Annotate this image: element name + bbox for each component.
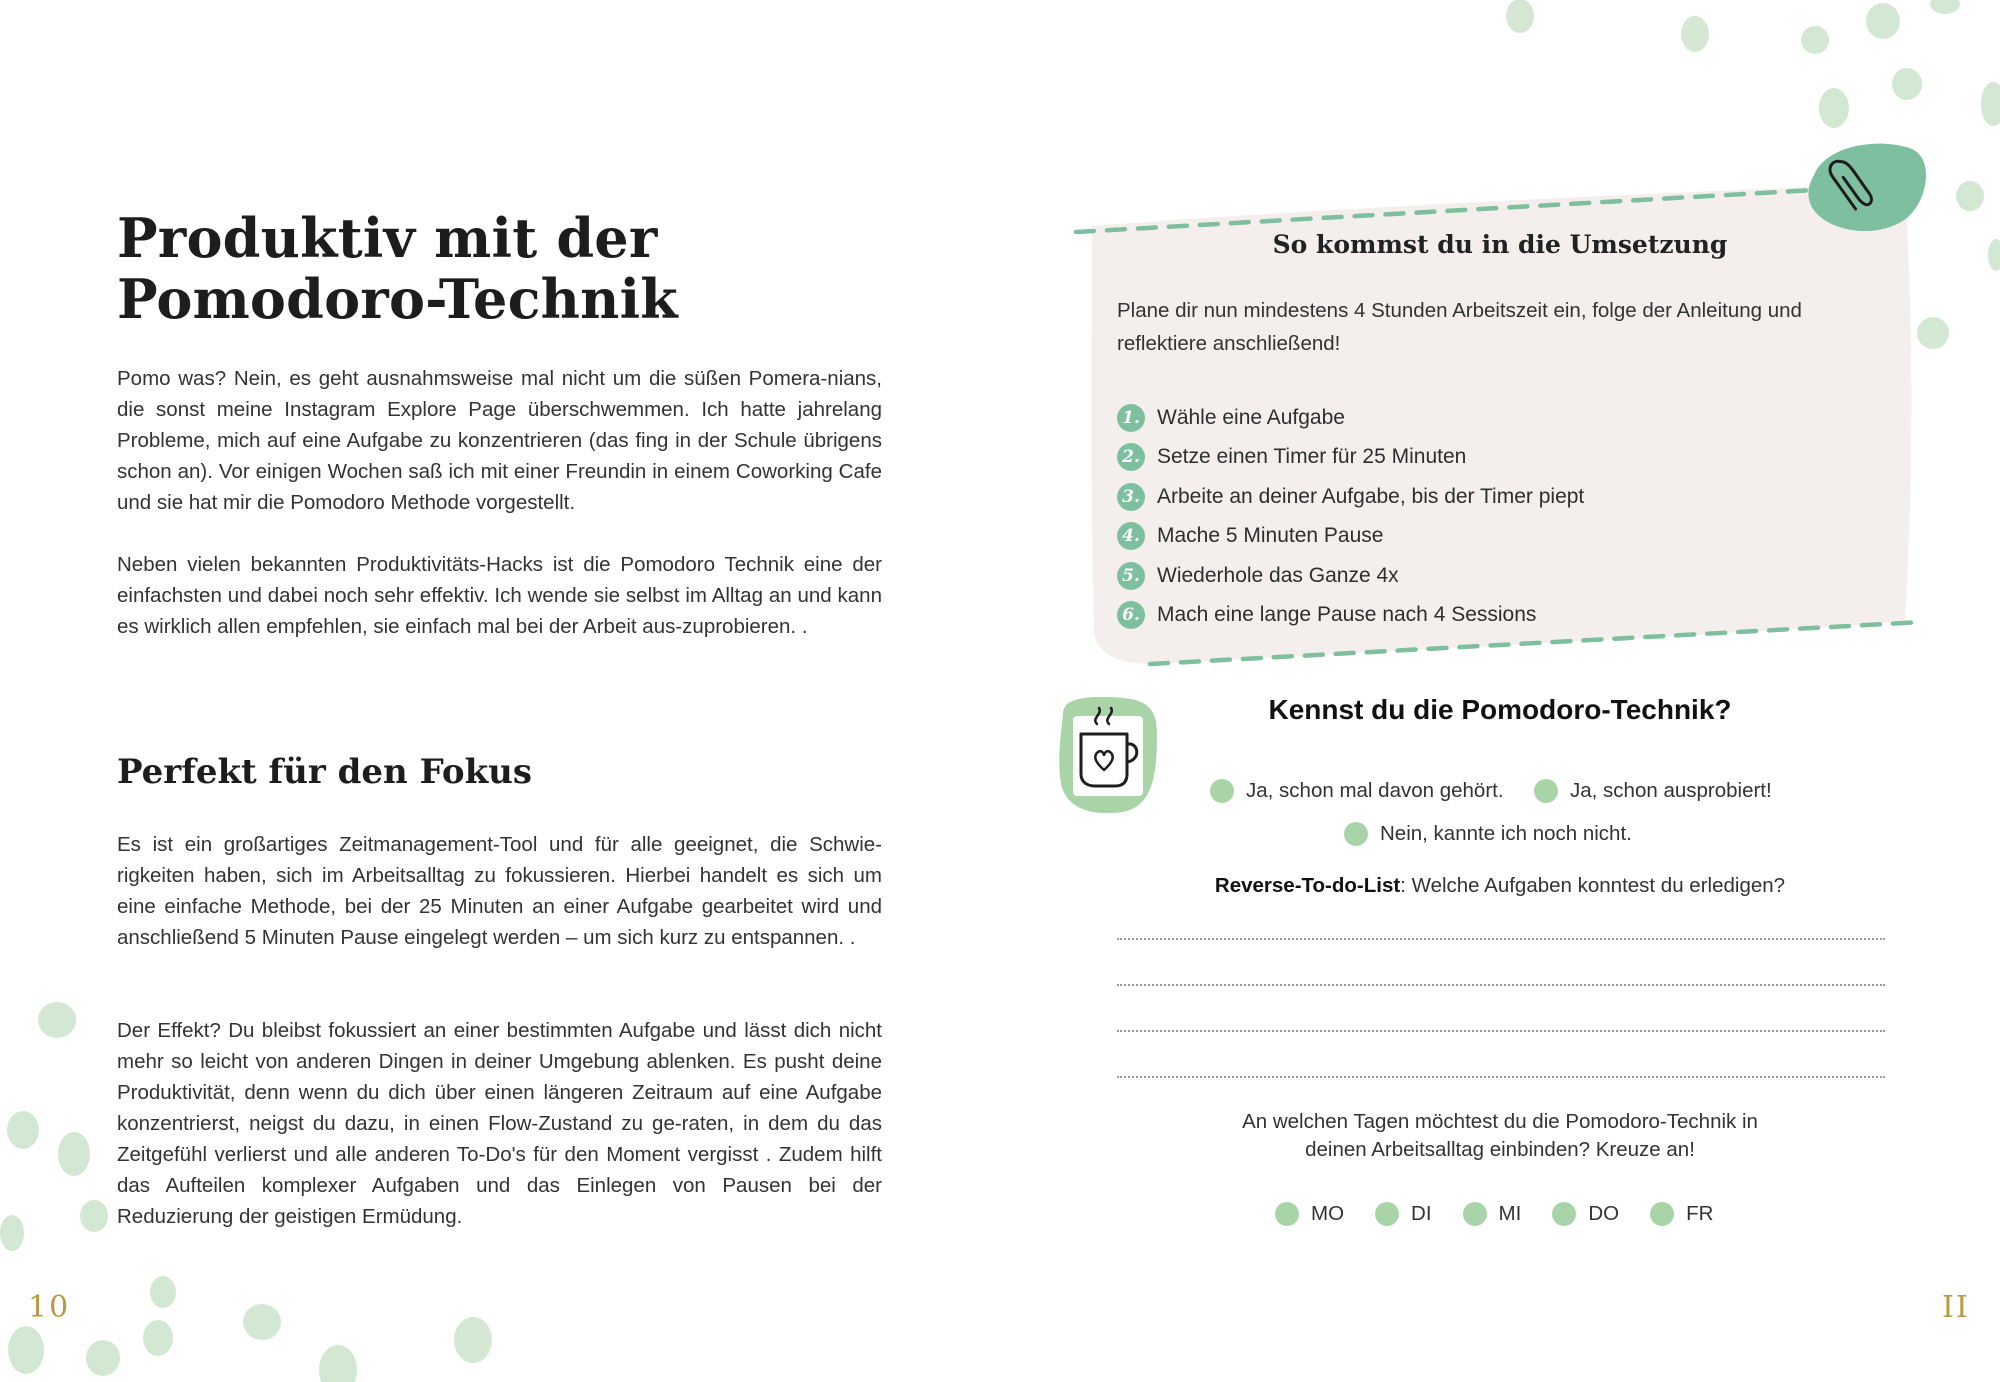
day-label: DO: [1588, 1202, 1620, 1225]
step-item: [1117, 398, 1584, 438]
day-label: MI: [1498, 1202, 1522, 1225]
checkbox-circle[interactable]: [1463, 1202, 1487, 1226]
reverse-todo-question: : Welche Aufgaben konntest du erledigen?: [1400, 874, 1786, 897]
steps-list: [1117, 398, 1584, 635]
writing-line[interactable]: [1117, 1030, 1885, 1032]
step-item: [1117, 596, 1584, 636]
quiz-option-gehoert[interactable]: [1210, 779, 1504, 803]
checkbox-circle[interactable]: [1650, 1202, 1674, 1226]
step-text: Mache 5 Minuten Pause: [1157, 524, 1384, 548]
writing-line[interactable]: [1117, 938, 1885, 940]
paragraph-hacks: Neben vielen bekannten Produktivitäts-Hacks ist die Pomodoro Technik eine der einfachsten und dabei noch sehr effektiv. Ich wende sie selbst im Alltag an und kann es wirklich allen empfehlen, sie einfach mal bei der Arbeit aus-zuprobieren. .: [117, 553, 882, 638]
day-option-mo[interactable]: [1275, 1202, 1344, 1226]
quiz-option-ausprobiert[interactable]: [1534, 779, 1772, 803]
checkbox-circle[interactable]: [1344, 822, 1368, 846]
day-option-mi[interactable]: [1463, 1202, 1522, 1226]
quiz-option-label: Nein, kannte ich noch nicht.: [1380, 822, 1632, 845]
section-heading-fokus: Perfekt für den Fokus: [117, 752, 532, 792]
step-number-badge: 4.: [1117, 522, 1145, 550]
paragraph-tool: Es ist ein großartiges Zeitmanagement-Tool und für alle geeignet, die Schwie-rigkeiten haben, sich im Arbeitsalltag zu fokussieren. Hierbei handelt es sich um eine einfache Methode, bei der 25 Minuten an einer Aufgabe gearbeitet wird und anschließend 5 Minuten Pause eingelegt werden – um sich kurz zu entspannen. .: [117, 833, 882, 949]
paragraph-intro: Pomo was? Nein, es geht ausnahmsweise mal nicht um die süßen Pomera-nians, die sonst meine Instagram Explore Page überschwemmen. Ich hatte jahrelang Probleme, mich auf eine Aufgabe zu konzentrieren (das fing in der Schule übrigens schon an). Vor einigen Wochen saß ich mit einer Freundin in einem Coworking Cafe und sie hat mir die Pomodoro Methode vorgestellt.: [117, 367, 882, 514]
checkbox-circle[interactable]: [1534, 779, 1558, 803]
step-number-badge: 3.: [1117, 483, 1145, 511]
checkbox-circle[interactable]: [1552, 1202, 1576, 1226]
reverse-todo-label: Reverse-To-do-List: [1214, 874, 1401, 897]
checkbox-circle[interactable]: [1275, 1202, 1299, 1226]
quiz-option-label: Ja, schon ausprobiert!: [1570, 779, 1772, 802]
title-line-2: Pomodoro-Technik: [117, 267, 678, 331]
step-text: Mach eine lange Pause nach 4 Sessions: [1157, 603, 1537, 627]
weekday-checkboxes: [1275, 1202, 1744, 1226]
step-item: [1117, 477, 1584, 517]
day-label: FR: [1686, 1202, 1714, 1225]
days-question-line-1: An welchen Tagen möchtest du die Pomodoro-Technik in: [1242, 1110, 1758, 1133]
page-number-left: 10: [28, 1290, 71, 1325]
checkbox-circle[interactable]: [1375, 1202, 1399, 1226]
step-text: Wiederhole das Ganze 4x: [1157, 563, 1399, 587]
step-text: Arbeite an deiner Aufgabe, bis der Timer piept: [1157, 484, 1585, 508]
quiz-title: Kennst du die Pomodoro-Technik?: [1268, 694, 1732, 725]
quiz-option-label: Ja, schon mal davon gehört.: [1246, 779, 1504, 802]
paragraph-effekt: Der Effekt? Du bleibst fokussiert an einer bestimmten Aufgabe und lässt dich nicht mehr so leicht von anderen Dingen in deiner Umgebung ablenken. Es pusht deine Produktivität, denn wenn du dich über einen längeren Zeitraum auf eine Aufgabe konzentrierst, neigst du dazu, in einen Flow-Zustand zu ge-raten, in dem du das Zeitgefühl verlierst und alle anderen To-Do's für den Moment vergisst . Zudem hilft das Aufteilen komplexer Aufgaben und das Einlegen von Pausen bei der Reduzierung der geistigen Ermüdung.: [117, 1019, 882, 1228]
day-option-fr[interactable]: [1650, 1202, 1713, 1226]
step-number-badge: 2.: [1117, 443, 1145, 471]
checkbox-circle[interactable]: [1210, 779, 1234, 803]
day-label: MO: [1311, 1202, 1345, 1225]
day-option-di[interactable]: [1375, 1202, 1432, 1226]
step-number-badge: 1.: [1117, 404, 1145, 432]
page-number-right: II: [1942, 1290, 1970, 1325]
step-item: [1117, 438, 1584, 478]
box-title: So kommst du in die Umsetzung: [1272, 230, 1728, 259]
title-line-1: Produktiv mit der: [117, 206, 658, 270]
step-number-badge: 6.: [1117, 601, 1145, 629]
box-intro: Plane dir nun mindestens 4 Stunden Arbeitszeit ein, folge der Anleitung und reflektiere anschließend!: [1117, 299, 1802, 355]
step-item: [1117, 517, 1584, 557]
days-question: [1150, 1108, 1850, 1164]
day-option-do[interactable]: [1552, 1202, 1619, 1226]
writing-line[interactable]: [1117, 984, 1885, 986]
paperclip-icon: [1800, 137, 1930, 237]
reverse-todo-prompt: [1092, 874, 1908, 898]
quiz-option-nein[interactable]: [1344, 822, 1632, 846]
step-text: Setze einen Timer für 25 Minuten: [1157, 445, 1467, 469]
step-number-badge: 5.: [1117, 562, 1145, 590]
day-label: DI: [1411, 1202, 1432, 1225]
step-item: [1117, 556, 1584, 596]
step-text: Wähle eine Aufgabe: [1157, 405, 1345, 429]
writing-line[interactable]: [1117, 1076, 1885, 1078]
days-question-line-2: deinen Arbeitsalltag einbinden? Kreuze an!: [1305, 1138, 1695, 1161]
